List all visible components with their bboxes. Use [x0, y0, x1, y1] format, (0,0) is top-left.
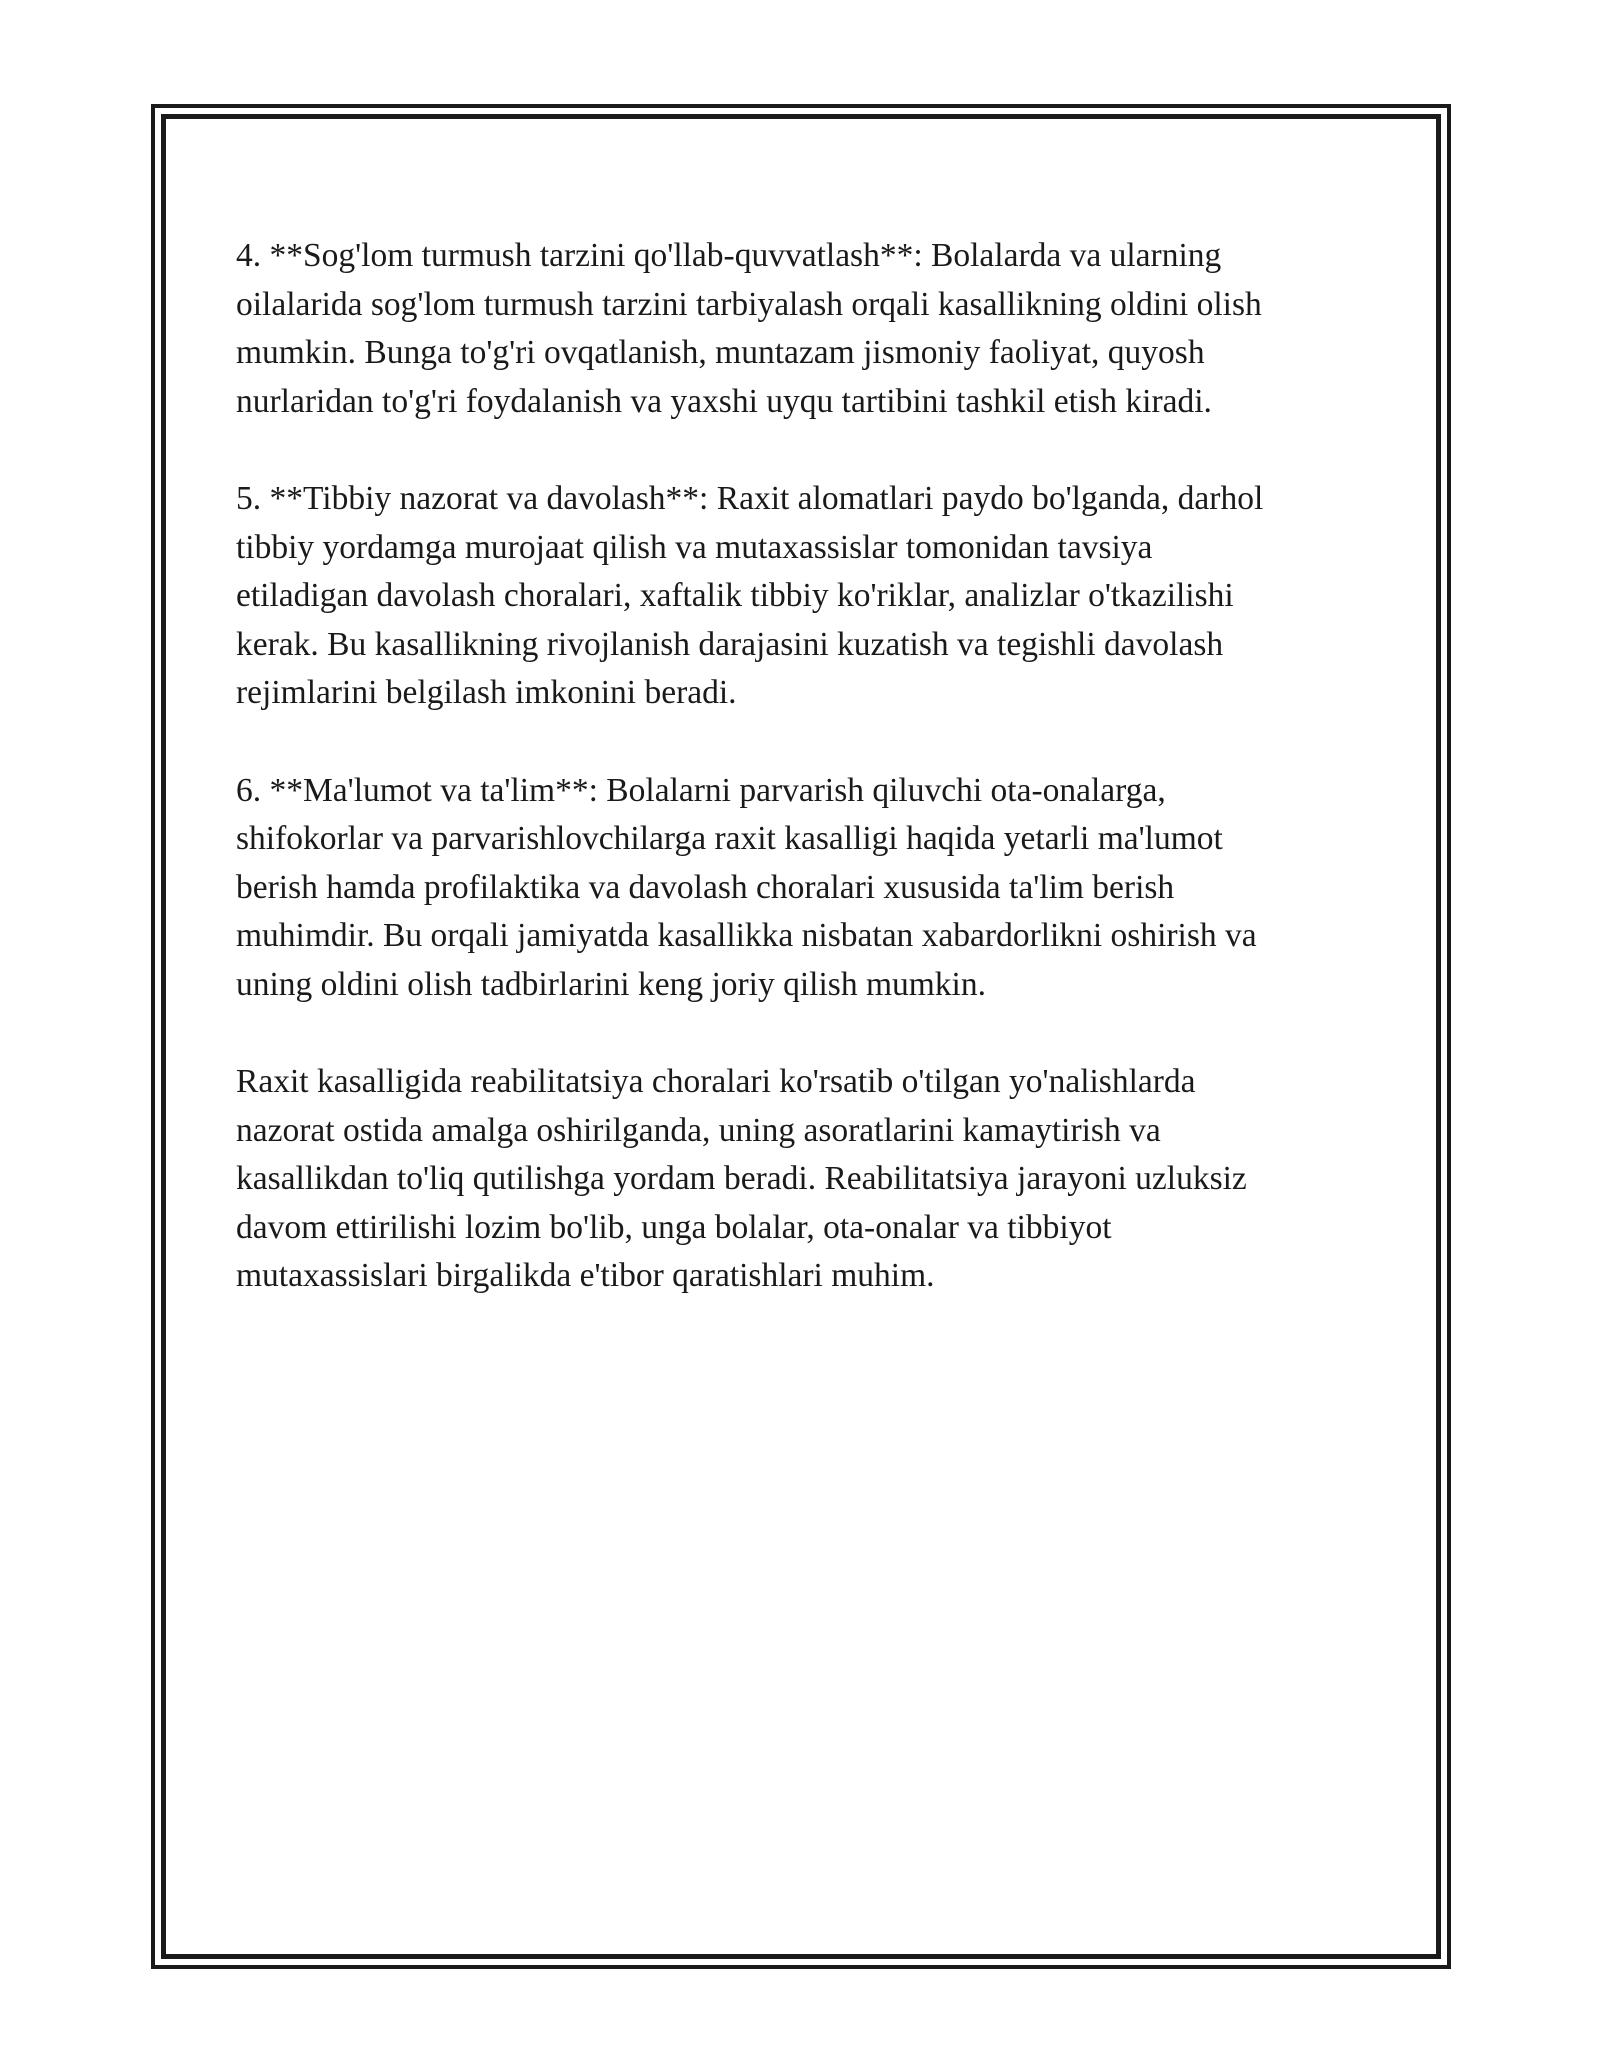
- paragraph-conclusion: [236, 1058, 1366, 1301]
- text-line: mumkin. Bunga to'g'ri ovqatlanish, muntazam jismoniy faoliyat, quyosh: [236, 334, 1205, 372]
- text-line: mutaxassislari birgalikda e'tibor qaratishlari muhim.: [236, 1257, 935, 1295]
- text-line: Raxit kasalligida reabilitatsiya choralari ko'rsatib o'tilgan yo'nalishlarda: [236, 1063, 1196, 1101]
- text-line: 6. **Ma'lumot va ta'lim**: Bolalarni parvarish qiluvchi ota-onalarga,: [236, 771, 1166, 809]
- text-line: davom ettirilishi lozim bo'lib, unga bolalar, ota-onalar va tibbiyot: [236, 1208, 1112, 1246]
- text-line: kasallikdan to'liq qutilishga yordam beradi. Reabilitatsiya jarayoni uzluksiz: [236, 1160, 1247, 1198]
- text-line: 4. **Sog'lom turmush tarzini qo'llab-quvvatlash**: Bolalarda va ularning: [236, 237, 1222, 274]
- text-line: uning oldini olish tadbirlarini keng joriy qilish mumkin.: [236, 965, 986, 1003]
- text-line: muhimdir. Bu orqali jamiyatda kasallikka nisbatan xabardorlikni oshirish va: [236, 917, 1257, 955]
- text-line: oilalarida sog'lom turmush tarzini tarbiyalash orqali kasallikning oldini olish: [236, 285, 1262, 323]
- paragraph-item-4: [236, 232, 1366, 426]
- paragraph-item-5: [236, 475, 1366, 718]
- text-line: nazorat ostida amalga oshirilganda, uning asoratlarini kamaytirish va: [236, 1111, 1161, 1149]
- text-line: nurlaridan to'g'ri foydalanish va yaxshi uyqu tartibini tashkil etish kiradi.: [236, 382, 1212, 420]
- text-line: shifokorlar va parvarishlovchilarga raxit kasalligi haqida yetarli ma'lumot: [236, 820, 1223, 858]
- paragraph-item-6: [236, 767, 1366, 1010]
- text-line: tibbiy yordamga murojaat qilish va mutaxassislar tomonidan tavsiya: [236, 528, 1153, 566]
- document-body: [236, 232, 1366, 1350]
- text-line: berish hamda profilaktika va davolash choralari xususida ta'lim berish: [236, 868, 1175, 906]
- text-line: rejimlarini belgilash imkonini beradi.: [236, 674, 737, 712]
- text-line: etiladigan davolash choralari, xaftalik tibbiy ko'riklar, analizlar o'tkazilishi: [236, 577, 1234, 615]
- text-line: kerak. Bu kasallikning rivojlanish darajasini kuzatish va tegishli davolash: [236, 625, 1224, 663]
- text-line: 5. **Tibbiy nazorat va davolash**: Raxit alomatlari paydo bo'lganda, darhol: [236, 479, 1264, 517]
